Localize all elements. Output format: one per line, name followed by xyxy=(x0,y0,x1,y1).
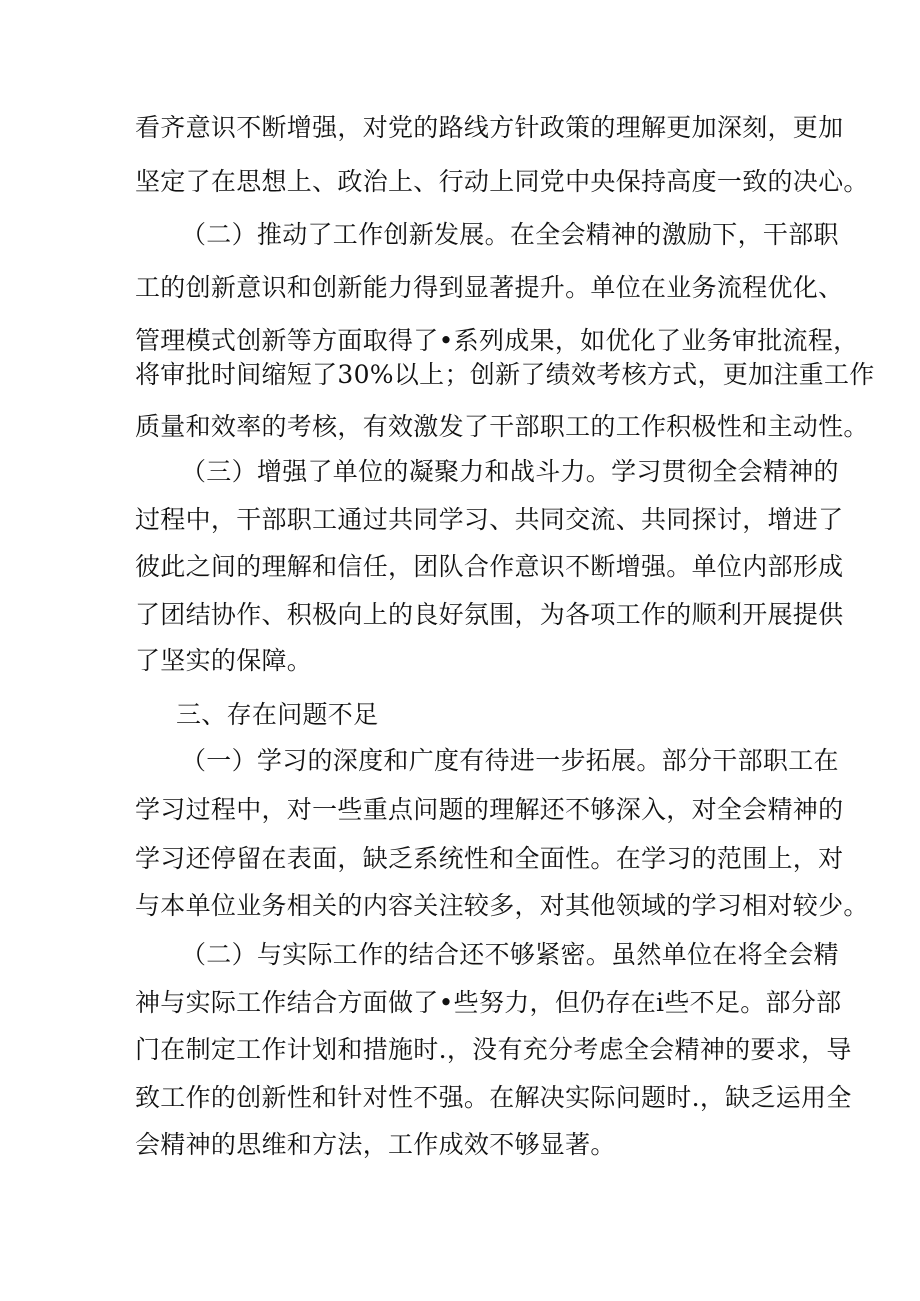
body-text-line: 坚定了在思想上、政治上、行动上同党中央保持高度一致的决心。 xyxy=(135,167,869,196)
paragraph-start-line: （一）学习的深度和广度有待进一步拓展。部分干部职工在 xyxy=(181,746,839,775)
body-text-line: 了团结协作、积极向上的良好氛围，为各项工作的顺利开展提供 xyxy=(135,600,844,629)
body-text-line: 了坚实的保障。 xyxy=(135,646,313,675)
body-text-line: 神与实际工作结合方面做了•些努力，但仍存在i些不足。部分部 xyxy=(135,988,842,1017)
body-text-line: 工的创新意识和创新能力得到显著提升。单位在业务流程优化、 xyxy=(135,273,844,302)
paragraph-start-line: （三）增强了单位的凝聚力和战斗力。学习贯彻全会精神的 xyxy=(181,457,839,486)
paragraph-start-line: （二）与实际工作的结合还不够紧密。虽然单位在将全会精 xyxy=(181,940,839,969)
body-text-line: 将审批时间缩短了30%以上；创新了绩效考核方式，更加注重工作 xyxy=(135,360,875,389)
body-text-line: 学习还停留在表面，缺乏系统性和全面性。在学习的范围上，对 xyxy=(135,844,844,873)
body-text-line: 看齐意识不断增强，对党的路线方针政策的理解更加深刻，更加 xyxy=(135,113,844,142)
body-text-line: 会精神的思维和方法，工作成效不够显著。 xyxy=(135,1130,616,1159)
section-heading: 三、存在问题不足 xyxy=(176,700,379,729)
body-text-line: 学习过程中，对一些重点问题的理解还不够深入，对全会精神的 xyxy=(135,795,844,824)
body-text-line: 过程中，干部职工通过共同学习、共同交流、共同探讨，增进了 xyxy=(135,505,844,534)
body-text-line: 管理模式创新等方面取得了•系列成果，如优化了业务审批流程， xyxy=(135,326,859,355)
body-text-line: 与本单位业务相关的内容关注较多，对其他领域的学习相对较少。 xyxy=(135,891,869,920)
body-text-line: 彼此之间的理解和信任，团队合作意识不断增强。单位内部形成 xyxy=(135,552,844,581)
body-text-line: 质量和效率的考核，有效激发了干部职工的工作积极性和主动性。 xyxy=(135,412,869,441)
paragraph-start-line: （二）推动了工作创新发展。在全会精神的激励下，干部职 xyxy=(181,220,839,249)
body-text-line: 致工作的创新性和针对性不强。在解决实际问题时.，缺乏运用全 xyxy=(135,1083,852,1112)
body-text-line: 门在制定工作计划和措施时.，没有充分考虑全会精神的要求，导 xyxy=(135,1035,852,1064)
